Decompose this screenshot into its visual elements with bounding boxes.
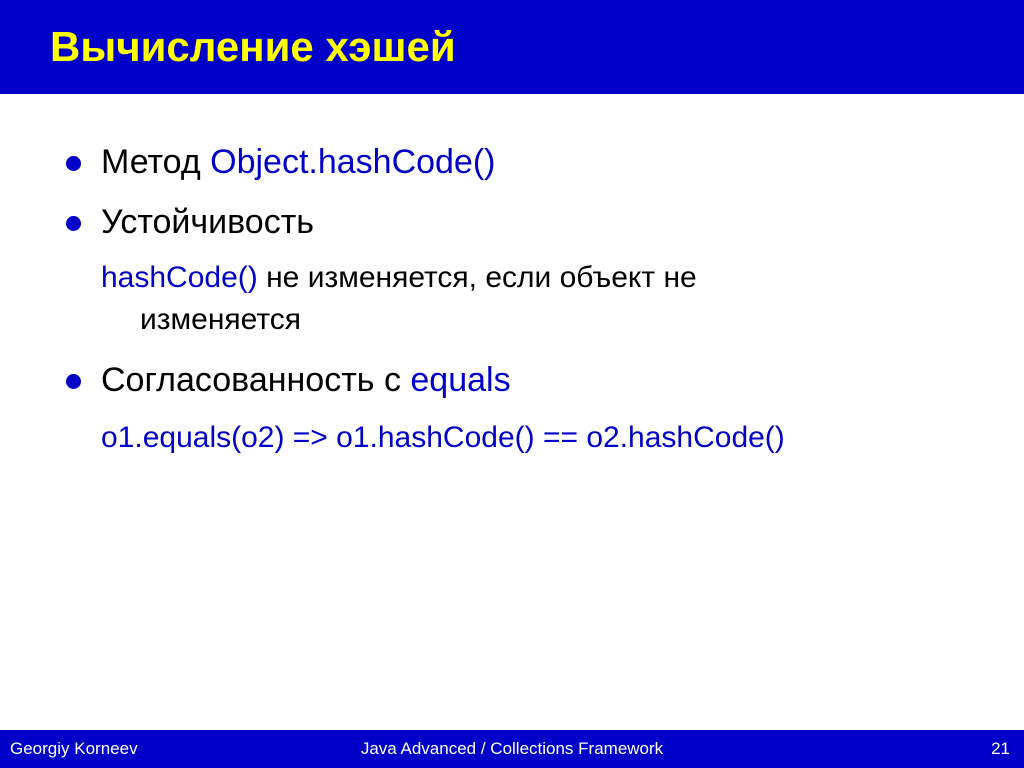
footer-bar bbox=[0, 730, 1024, 768]
footer-course: Java Advanced / Collections Framework bbox=[360, 739, 664, 758]
slide-content bbox=[0, 94, 1024, 730]
slide-title: Вычисление хэшей bbox=[50, 23, 456, 70]
footer-page-number: 21 bbox=[991, 739, 1010, 758]
bullet-text: Метод bbox=[101, 143, 211, 181]
sub-code: o1.equals(o2) => o1.hashCode() == o2.hashCode() bbox=[101, 421, 785, 454]
sub-item-stability-line2 bbox=[140, 302, 301, 338]
bullet-item-stability bbox=[101, 202, 314, 242]
bullet-item-method bbox=[101, 142, 496, 182]
bullet-code: equals bbox=[410, 361, 511, 399]
bullet-item-consistency bbox=[101, 360, 511, 400]
bullet-dot bbox=[66, 374, 81, 389]
sub-code: hashCode() bbox=[101, 261, 258, 294]
bullet-text: Устойчивость bbox=[101, 203, 314, 241]
footer-author: Georgiy Korneev bbox=[10, 739, 138, 758]
sub-text: не изменяется, если объект не bbox=[257, 261, 697, 294]
bullet-code: Object.hashCode() bbox=[210, 143, 496, 181]
bullet-dot bbox=[66, 216, 81, 231]
sub-text: изменяется bbox=[140, 303, 301, 336]
sub-item-consistency bbox=[101, 420, 785, 456]
title-bar bbox=[0, 0, 1024, 94]
bullet-text: Согласованность с bbox=[101, 361, 411, 399]
sub-item-stability-line1 bbox=[101, 260, 697, 296]
bullet-dot bbox=[66, 156, 81, 171]
